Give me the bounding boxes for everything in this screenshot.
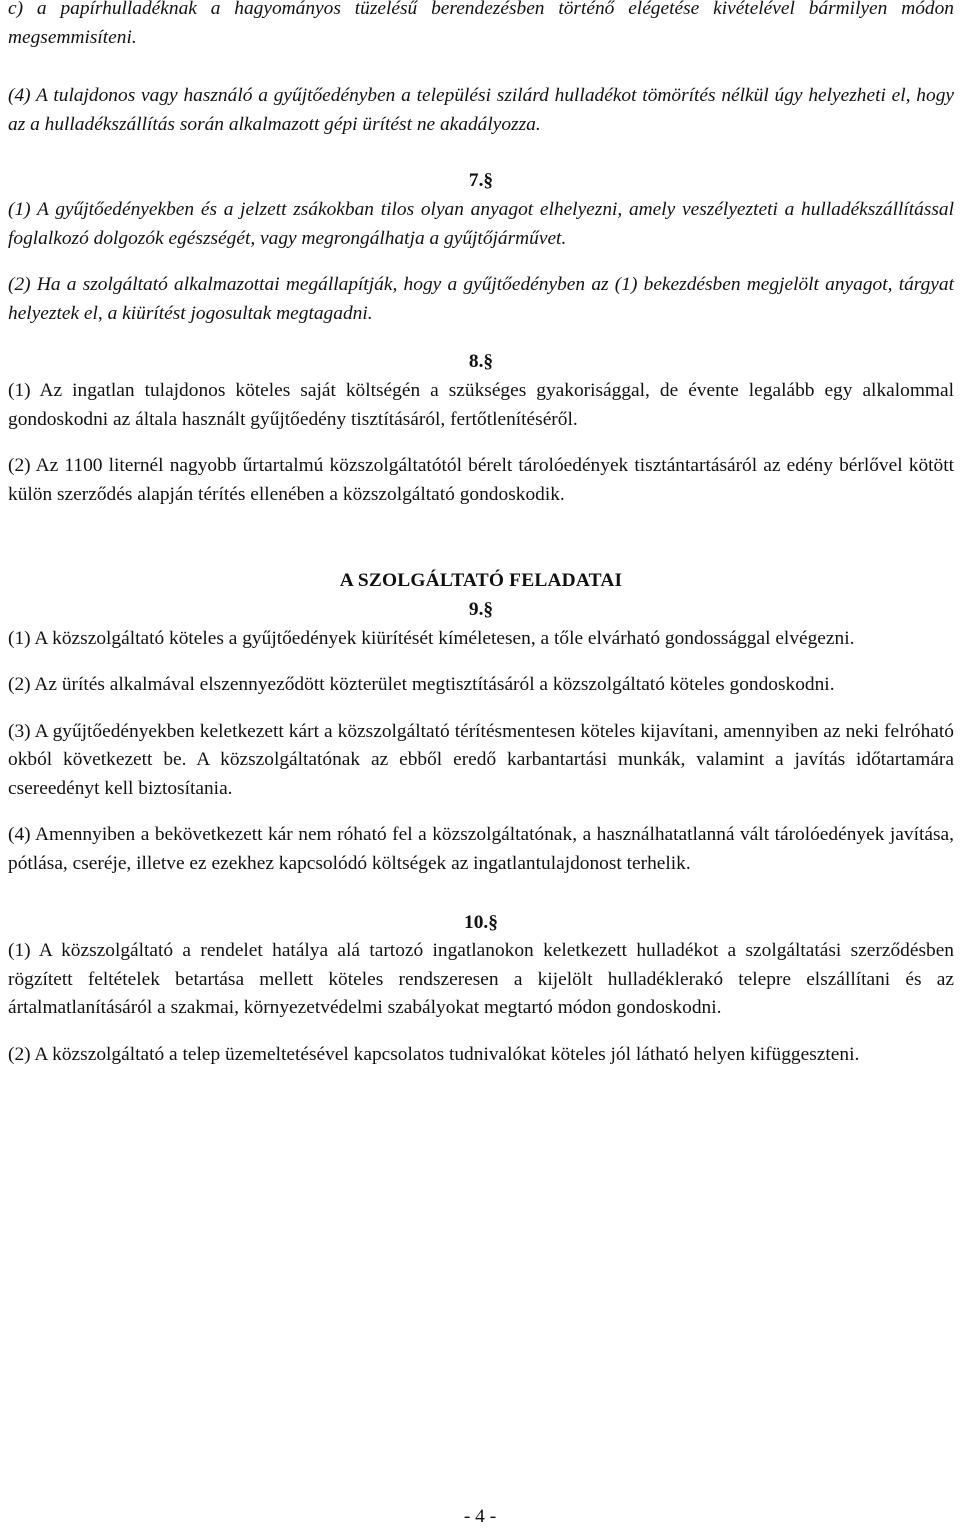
section-9-paragraph-1: (1) A közszolgáltató köteles a gyűjtőedények kiürítését kíméletesen, a tőle elvárható gondossággal elvégezni. [8,627,855,649]
section-7-number: 7.§ [468,170,494,192]
section-8-number: 8.§ [468,351,494,373]
section-7-paragraph-1: (1) A gyűjtőedényekben és a jelzett zsákokban tilos olyan anyagot elhelyezni, amely veszélyezteti a hulladékszállítással foglalkozó dolgozók egészségét, vagy megrongálhatja a gyűjtőjárművet. [8,198,954,249]
section-7-paragraph-2: (2) Ha a szolgáltató alkalmazottai megállapítják, hogy a gyűjtőedényben az (1) bekezdésben megjelölt anyagot, tárgyat helyeztek el, a kiürítést jogosultak megtagadni. [8,274,954,324]
section-10-paragraph-2: (2) A közszolgáltató a telep üzemeltetésével kapcsolatos tudnivalókat köteles jól látható helyen kifüggeszteni. [8,1044,860,1066]
paragraph-4: (4) A tulajdonos vagy használó a gyűjtőedényben a települési szilárd hulladékot tömörítés nélkül úgy helyezheti el, hogy az a hulladékszállítás során alkalmazott gépi ürítést ne akadályozza. [8,85,954,135]
section-8-paragraph-2: (2) Az 1100 liternél nagyobb űrtartalmú közszolgáltatótól bérelt tárolóedények tisztántartásáról az edény bérlővel kötött külön szerződés alapján térítés ellenében a közszolgáltató gondoskodik. [8,455,954,505]
section-9-number: 9.§ [468,598,494,620]
section-9-paragraph-4: (4) Amennyiben a bekövetkezett kár nem róható fel a közszolgáltatónak, a használhatatlanná vált tárolóedények javítása, pótlása, cseréje, illetve ez ezekhez kapcsolódó költségek az ingatlantulajdonost terhelik. [8,824,954,875]
section-10-paragraph-1: (1) A közszolgáltató a rendelet hatálya alá tartozó ingatlanokon keletkezett hulladékot a szolgáltatási szerződésben rögzített feltételek betartása mellett köteles rendszeresen a kijelölt hulladéklerakó telepre elszállítani és az ártalmatlanításáról a szakmai, környezetvédelmi szabályokat megtartó módon gondoskodni. [8,940,954,1019]
document-page [8,0,954,1070]
paragraph-c: c) a papírhulladéknak a hagyományos tüzelésű berendezésben történő elégetése kivételével bármilyen módon megsemmisíteni. [8,0,954,48]
section-9-paragraph-3: (3) A gyűjtőedényekben keletkezett kárt a közszolgáltató térítésmentesen köteles kijavítani, amennyiben az neki felróható okból következett be. A közszolgáltatónak az ebből eredő karbantartási munkák, valamint a javítás időtartamára csereedényt kell biztosítania. [8,720,954,799]
section-10-number: 10.§ [464,911,498,933]
section-9-paragraph-2: (2) Az ürítés alkalmával elszennyeződött közterület megtisztításáról a közszolgáltató köteles gondoskodni. [8,674,835,696]
page-number: - 4 - [463,1506,497,1527]
chapter-heading: A SZOLGÁLTATÓ FELADATAI [339,570,623,592]
section-8-paragraph-1: (1) Az ingatlan tulajdonos köteles saját költségén a szükséges gyakorisággal, de évente legalább egy alkalommal gondoskodni az általa használt gyűjtőedény tisztításáról, fertőtlenítéséről. [8,379,954,430]
